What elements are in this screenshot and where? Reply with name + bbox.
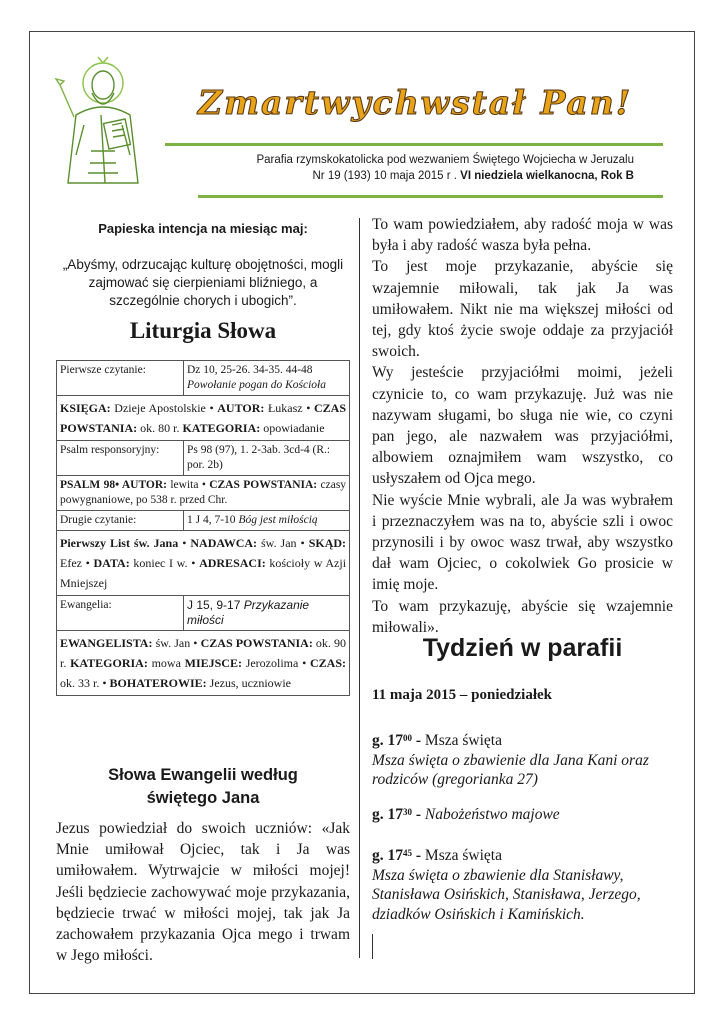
gospel-words-text: Jezus powiedział do swoich uczniów: «Jak Mnie umiłował Ojciec, tak i Ja was umiłowałem. Wytrwajcie w miłości mojej! Jeśli będziecie zachowywać moje przykazania, będziecie trwać w miłości mojej, tak jak Ja zachowałem przykazania Ojca mego i trwam w Jego miłości. (56, 820, 350, 965)
gospel-words-heading: Słowa Ewangelii według świętego Jana (108, 766, 298, 807)
psalm-row (57, 441, 350, 476)
schedule-event: g. $17^{45}$ - Msza święta Msza święta o zbawienie dla Stanisławy, Stanisława Osińskich, Stanisława, Jerzego, dziadków Osińskich i Kamińskich. (372, 847, 641, 923)
gospel-row (57, 596, 350, 631)
first-reading-ref: Dz 10, 25-26. 34-35. 44-48 Powołanie pogan do Kościoła (184, 361, 350, 396)
newsletter-title (196, 76, 636, 126)
first-reading-info-row (57, 396, 350, 441)
papal-intention-text: „Abyśmy, odrzucając kulturę obojętności, mogli zajmować się cierpieniami bliźniego, a szczególnie chorych i ubogich”. (62, 257, 344, 308)
bottom-green-rule (198, 195, 663, 198)
gospel-info-row (57, 631, 350, 696)
schedule-event: g. $17^{00}$ - Msza święta Msza święta o zbawienie dla Jana Kani oraz rodziców (gregorianka 27) (372, 732, 649, 788)
gospel-title: Przykazanie miłości (187, 598, 310, 627)
gospel-ref: J 15, 9-17 Przykazanie miłości (184, 596, 350, 631)
event-detail: Msza święta o zbawienie dla Jana Kani oraz rodziców (gregorianka 27) (372, 751, 649, 788)
sunday-name: VI niedziela wielkanocna, Rok B (460, 170, 634, 182)
second-reading-info-row (57, 531, 350, 596)
column-divider (359, 218, 360, 958)
first-reading-row (57, 361, 350, 396)
gospel-label: Ewangelia: (57, 596, 184, 631)
schedule-day: 11 maja 2015 – poniedziałek (372, 687, 553, 703)
psalm-label: Psalm responsoryjny: (57, 441, 184, 476)
schedule-event: g. $17^{30}$ - Nabożeństwo majowe (372, 806, 560, 823)
issue-number: Nr 19 (193) 10 maja 2015 r . (312, 170, 457, 182)
right-column-divider (372, 934, 373, 959)
psalm-info-row (57, 476, 350, 511)
second-reading-title: Bóg jest miłością (238, 514, 318, 526)
saint-adalbert-illustration (46, 55, 158, 185)
top-green-rule (165, 143, 663, 146)
second-reading-row (57, 511, 350, 531)
liturgy-heading: Liturgia Słowa (129, 318, 277, 343)
papal-intention-heading: Papieska intencja na miesiąc maj: (98, 221, 308, 236)
gospel-paragraph: Nie wyście Mnie wybrali, ale Ja was wybrałem i przeznaczyłem was na to, abyście szli i owoc przynosili i by owoc wasz trwał, aby wszystko dał wam Ojciec, o cokolwiek Go prosicie w imię moje. (372, 491, 673, 594)
second-reading-info: Pierwszy List św. Jana • NADAWCA: św. Jan • SKĄD: Efez • DATA: koniec I w. • ADRESACI: kościoły w Azji Mniejszej (57, 531, 350, 596)
parish-week-heading: Tydzień w parafii (422, 634, 623, 662)
liturgy-table (56, 360, 350, 696)
first-reading-label: Pierwsze czytanie: (57, 361, 184, 396)
gospel-paragraph: To wam powiedziałem, aby radość moja w was była i aby radość wasza była pełna. (372, 216, 673, 255)
gospel-info: EWANGELISTA: św. Jan • CZAS POWSTANIA: ok. 90 r. KATEGORIA: mowa MIEJSCE: Jerozolima • CZAS: ok. 33 r. • BOHATEROWIE: Jezus, uczniowie (57, 631, 350, 696)
parish-name: Parafia rzymskokatolicka pod wezwaniem Świętego Wojciecha w Jeruzalu (256, 154, 634, 166)
issue-line (200, 170, 634, 182)
first-reading-title: Powołanie pogan do Kościoła (187, 379, 326, 391)
gospel-continued (372, 214, 673, 638)
psalm-info: PSALM 98• AUTOR: lewita • CZAS POWSTANIA: czasy powygnaniowe, po 538 r. przed Chr. (57, 476, 350, 511)
second-reading-ref: 1 J 4, 7-10 Bóg jest miłością (184, 511, 350, 531)
second-reading-label: Drugie czytanie: (57, 511, 184, 531)
gospel-paragraph: Wy jesteście przyjaciółmi moimi, jeżeli czynicie to, co wam przykazuję. Już was nie nazywam sługami, bo sługa nie wie, co czyni pan jego, ale nazwałem was przyjaciółmi, albowiem oznajmiłem wam wszystko, co usłyszałem od Ojca mego. (372, 364, 673, 488)
gospel-paragraph: To jest moje przykazanie, abyście się wzajemnie miłowali, tak jak Ja was umiłowałem. Nikt nie ma większej miłości od tej, gdy ktoś życie swoje oddaje za przyjaciół swoich. (372, 258, 673, 361)
svg-text:Zmartwychwstał Pan!: Zmartwychwstał Pan! (198, 83, 633, 122)
first-reading-info: KSIĘGA: Dzieje Apostolskie • AUTOR: Łukasz • CZAS POWSTANIA: ok. 80 r. KATEGORIA: opowiadanie (57, 396, 350, 441)
event-detail: Msza święta o zbawienie dla Stanisławy, Stanisława Osińskich, Stanisława, Jerzego, dziadków Osińskich i Kamińskich. (372, 866, 641, 923)
gospel-paragraph: To wam przykazuję, abyście się wzajemnie miłowali». (372, 597, 673, 636)
psalm-ref: Ps 98 (97), 1. 2-3ab. 3cd-4 (R.: por. 2b) (184, 441, 350, 476)
